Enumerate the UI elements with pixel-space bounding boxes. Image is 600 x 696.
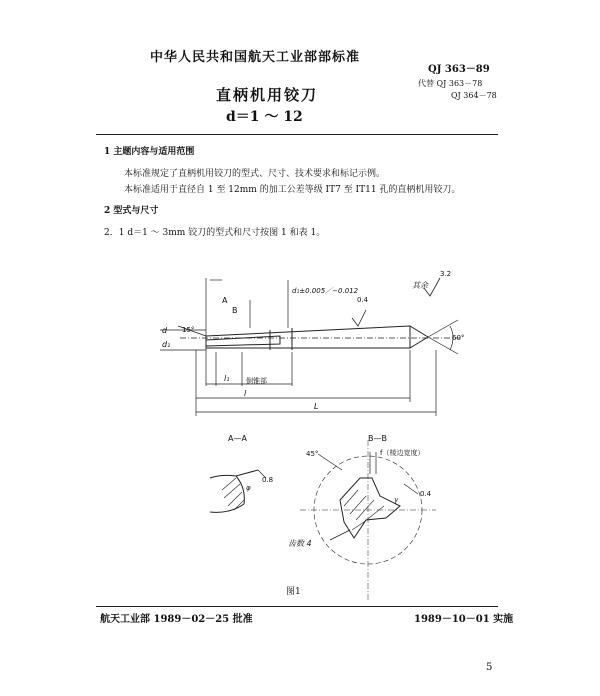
label-teeth: 齿数 4 [288,539,312,548]
roughness-mark-2 [352,310,366,326]
section-1-heading: 1 主题内容与适用范围 [104,147,195,157]
angle-45-leader [318,454,342,470]
effective-date: 1989－10－01 实施 [414,614,514,625]
replaces-prefix: 代替 [418,79,434,88]
section-1-paragraph-1: 本标准规定了直柄机用铰刀的型式、尺寸、技术要求和标记示例。 [124,169,386,179]
label-roughness-sharp: 0.4 [357,296,369,304]
section-bb-title: B—B [368,434,387,443]
section-bb-tooth [340,478,400,538]
label-tolerance: d₁±0.005／−0.012 [292,287,359,295]
label-bb-gamma: γ [394,496,399,504]
label-angle-45: 45° [306,450,319,458]
label-A: A [222,296,228,305]
label-angle-15: 15° [182,326,195,334]
replaces-first: QJ 363－78 [436,79,483,88]
issued-date: 航天工业部 1989－02－25 批准 [100,614,253,625]
section-2-1-text: 2．1 d＝1 ～ 3mm 铰刀的型式和尺寸按图 1 和表 1。 [104,228,326,238]
issuing-organization: 中华人民共和国航天工业部部标准 [150,50,361,65]
document-title: 直柄机用铰刀 [216,86,319,104]
label-aa-phi: φ [246,484,251,492]
label-neck: 倒锥部 [246,377,267,385]
page-number: 5 [486,662,493,673]
center-tip [410,326,428,348]
label-bb-roughness: 0.4 [420,490,432,498]
section-1-paragraph-2: 本标准适用于直径自 1 至 12mm 的加工公差等级 IT7 至 IT11 孔的直柄机用铰刀。 [124,185,461,195]
teeth-leader [330,530,350,540]
label-d1: d₁ [162,340,171,349]
section-2-heading: 2 型式与尺寸 [104,206,159,216]
label-margin-width: f（棱边宽度） [380,449,425,457]
figure-caption: 图1 [286,587,301,597]
label-aa-roughness: 0.8 [262,476,274,484]
document-subtitle: d＝1 ～ 12 [226,109,303,125]
replaces-second: QJ 364－78 [451,91,497,100]
label-L: L [314,402,319,411]
footer-rule [96,606,498,607]
label-rest: 其余 [412,281,428,290]
label-angle-60: 60° [452,334,465,342]
margin-width-lines [370,452,376,474]
label-l1: l₁ [224,374,230,383]
flute-section [206,336,280,346]
label-d: d [162,326,168,335]
label-l: l [244,389,247,398]
standard-number: QJ 363－89 [428,64,490,75]
label-B: B [232,306,238,315]
section-aa-title: A—A [228,434,247,443]
label-rest-roughness: 3.2 [440,270,452,278]
